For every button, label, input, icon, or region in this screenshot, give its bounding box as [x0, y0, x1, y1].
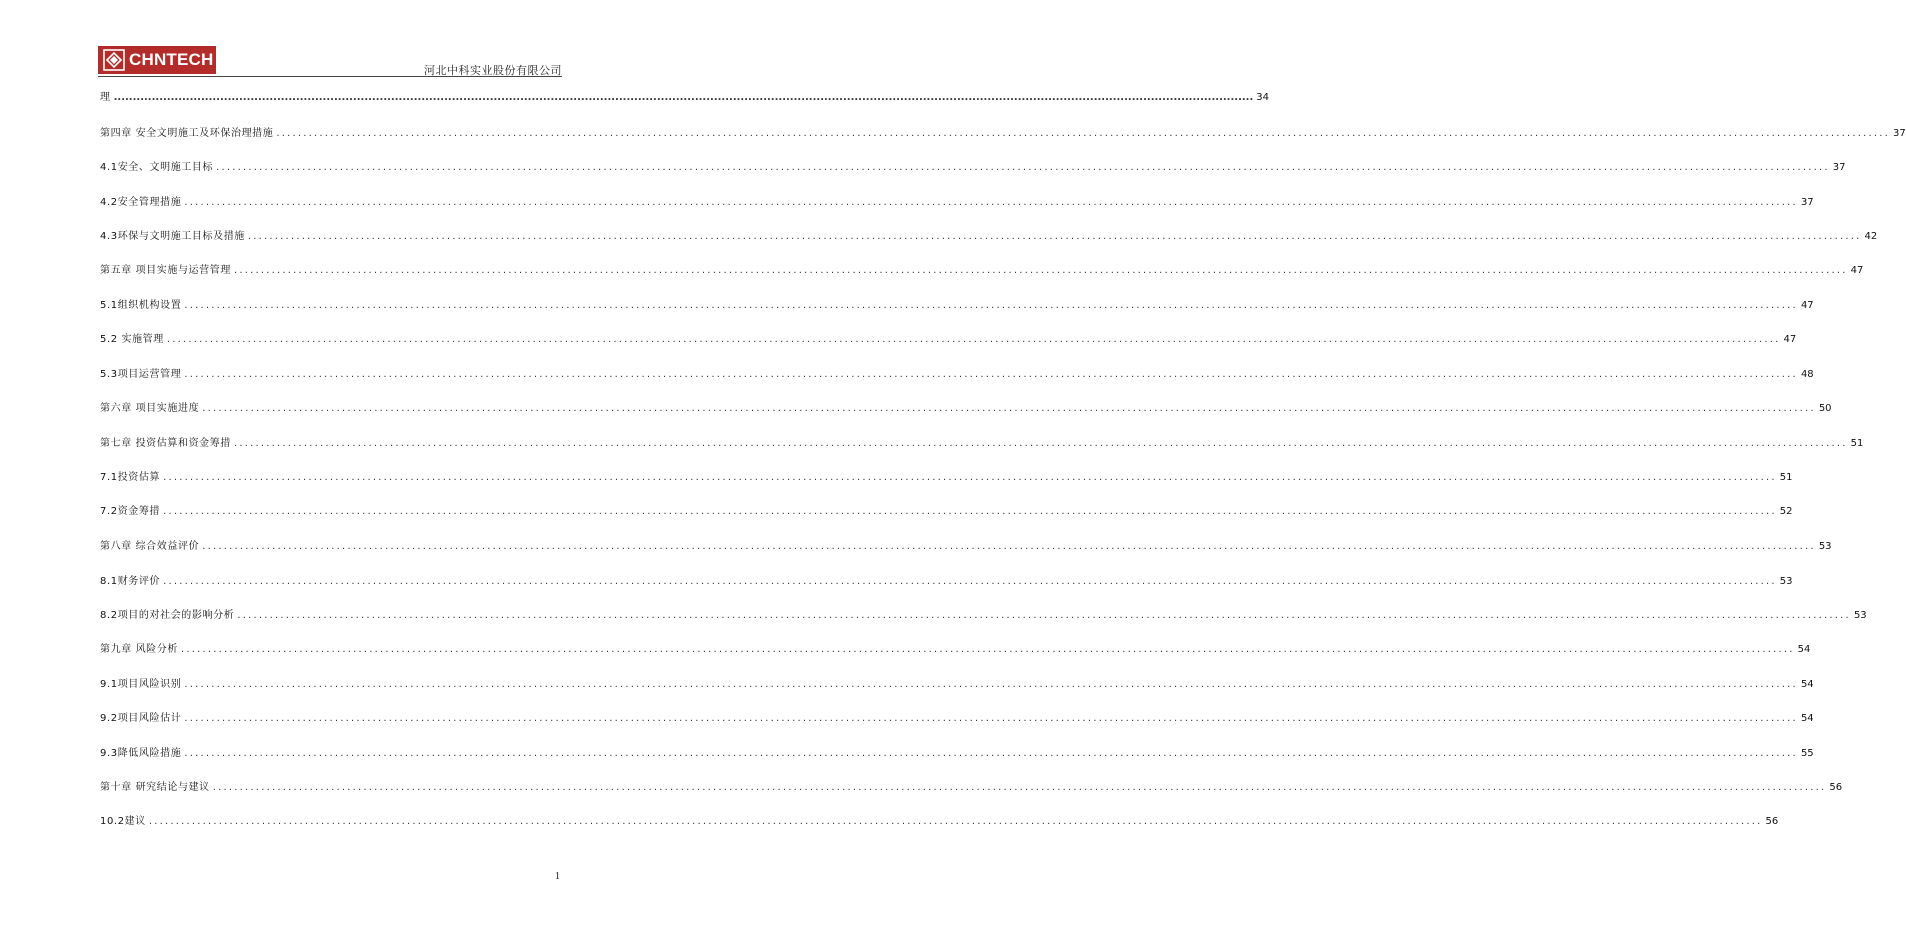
toc-leader-dots: ............................................................................................................................................................................................................................................................................................................	[184, 300, 1798, 311]
company-name: 河北中科实业股份有限公司	[424, 64, 562, 77]
toc-entry-page: 42	[1864, 231, 1878, 242]
toc-entry-label: 10.2建议	[100, 816, 146, 827]
toc-leader-dots: ............................................................................................................................................................................................................................................................................................................	[180, 644, 1795, 655]
toc-entry[interactable]	[100, 709, 1814, 725]
toc-entry-label: 第七章 投资估算和资金筹措	[100, 438, 231, 449]
toc-entry[interactable]	[100, 365, 1814, 381]
toc-leader-dots: ............................................................................................................................................................................................................................................................................................................	[184, 369, 1798, 380]
toc-leader-dots: ............................................................................................................................................................................................................................................................................................................	[202, 541, 1816, 552]
toc-entry-label: 9.3降低风险措施	[100, 748, 182, 759]
toc-entry-label: 4.1安全、文明施工目标	[100, 162, 214, 173]
toc-entry-page: 54	[1800, 713, 1814, 724]
toc-entry[interactable]	[100, 399, 1832, 415]
toc-entry[interactable]	[100, 227, 1878, 243]
toc-entry-page: 51	[1850, 438, 1864, 449]
toc-entry-page: 52	[1779, 506, 1793, 517]
toc-leader-dots: ............................................................................................................................................................................................................................................................................................................	[113, 92, 1254, 103]
toc-leader-dots: ............................................................................................................................................................................................................................................................................................................	[184, 748, 1798, 759]
toc-entry-page: 54	[1797, 644, 1811, 655]
toc-entry-page: 37	[1893, 128, 1906, 139]
toc-entry-label: 5.2 实施管理	[100, 334, 164, 345]
toc-entry[interactable]	[100, 537, 1832, 553]
toc-entry[interactable]	[100, 330, 1797, 346]
toc-leader-dots: ............................................................................................................................................................................................................................................................................................................	[216, 162, 1830, 173]
logo-emblem-icon	[103, 49, 125, 71]
toc-leader-dots: ............................................................................................................................................................................................................................................................................................................	[202, 403, 1816, 414]
toc-entry-page: 47	[1850, 265, 1864, 276]
toc-entry-label: 9.2项目风险估计	[100, 713, 182, 724]
toc-leader-dots: ............................................................................................................................................................................................................................................................................................................	[184, 713, 1798, 724]
toc-entry[interactable]	[100, 744, 1814, 760]
toc-entry[interactable]	[100, 640, 1811, 656]
toc-leader-dots: ............................................................................................................................................................................................................................................................................................................	[148, 816, 1763, 827]
toc-entry-label: 4.3环保与文明施工目标及措施	[100, 231, 245, 242]
toc-leader-dots: ............................................................................................................................................................................................................................................................................................................	[233, 265, 1848, 276]
toc-entry[interactable]	[100, 88, 1269, 104]
toc-entry-page: 53	[1818, 541, 1832, 552]
toc-entry-page: 53	[1779, 576, 1793, 587]
toc-leader-dots: ............................................................................................................................................................................................................................................................................................................	[237, 610, 1851, 621]
toc-entry-label: 5.3项目运营管理	[100, 369, 182, 380]
toc-leader-dots: ............................................................................................................................................................................................................................................................................................................	[163, 576, 1777, 587]
toc-entry-page: 34	[1256, 92, 1269, 103]
toc-entry-page: 50	[1818, 403, 1832, 414]
toc-leader-dots: ............................................................................................................................................................................................................................................................................................................	[163, 472, 1777, 483]
toc-entry[interactable]	[100, 572, 1793, 588]
toc-entry[interactable]	[100, 193, 1814, 209]
toc-entry-label: 9.1项目风险识别	[100, 679, 182, 690]
toc-leader-dots: ............................................................................................................................................................................................................................................................................................................	[184, 197, 1798, 208]
toc-entry-page: 47	[1800, 300, 1814, 311]
toc-leader-dots: ............................................................................................................................................................................................................................................................................................................	[247, 231, 1862, 242]
logo-text: CHNTECH	[129, 50, 214, 69]
toc-leader-dots: ............................................................................................................................................................................................................................................................................................................	[184, 679, 1798, 690]
toc-entry[interactable]	[100, 468, 1793, 484]
toc-entry-label: 8.2项目的对社会的影响分析	[100, 610, 235, 621]
page-number: 1	[555, 871, 560, 882]
toc-leader-dots: ............................................................................................................................................................................................................................................................................................................	[276, 128, 1891, 139]
toc-entry-label: 5.1组织机构设置	[100, 300, 182, 311]
toc-entry[interactable]	[100, 502, 1793, 518]
toc-entry-page: 56	[1765, 816, 1779, 827]
toc-entry-page: 55	[1800, 748, 1814, 759]
toc-entry[interactable]	[100, 606, 1867, 622]
toc-entry[interactable]	[100, 261, 1864, 277]
toc-entry-label: 8.1财务评价	[100, 576, 161, 587]
toc-entry[interactable]	[100, 434, 1864, 450]
toc-leader-dots: ............................................................................................................................................................................................................................................................................................................	[166, 334, 1781, 345]
toc-entry-page: 48	[1800, 369, 1814, 380]
toc-leader-dots: ............................................................................................................................................................................................................................................................................................................	[233, 438, 1848, 449]
toc-entry-label: 4.2安全管理措施	[100, 197, 182, 208]
toc-leader-dots: ............................................................................................................................................................................................................................................................................................................	[212, 782, 1827, 793]
company-logo	[98, 46, 216, 74]
toc-entry-label: 第六章 项目实施进度	[100, 403, 200, 414]
toc-entry-page: 47	[1783, 334, 1797, 345]
toc-entry-label: 第九章 风险分析	[100, 644, 178, 655]
toc-entry-label: 第十章 研究结论与建议	[100, 782, 210, 793]
toc-entry-page: 37	[1832, 162, 1846, 173]
toc-entry-page: 51	[1779, 472, 1793, 483]
toc-entry[interactable]	[100, 812, 1779, 828]
toc-entry-page: 53	[1853, 610, 1867, 621]
toc-entry-page: 37	[1800, 197, 1814, 208]
toc-entry-label: 第四章 安全文明施工及环保治理措施	[100, 128, 274, 139]
toc-entry-label: 7.2资金筹措	[100, 506, 161, 517]
toc-entry-page: 54	[1800, 679, 1814, 690]
toc-entry[interactable]	[100, 296, 1814, 312]
toc-entry-label: 第八章 综合效益评价	[100, 541, 200, 552]
toc-entry[interactable]	[100, 124, 1906, 140]
toc-entry[interactable]	[100, 778, 1843, 794]
toc-entry[interactable]	[100, 158, 1846, 174]
toc-entry-label: 7.1投资估算	[100, 472, 161, 483]
toc-leader-dots: ............................................................................................................................................................................................................................................................................................................	[163, 506, 1777, 517]
header-divider	[98, 76, 562, 77]
toc-entry[interactable]	[100, 675, 1814, 691]
toc-entry-label: 第五章 项目实施与运营管理	[100, 265, 231, 276]
toc-entry-page: 56	[1829, 782, 1843, 793]
toc-entry-label: 理	[100, 92, 111, 103]
